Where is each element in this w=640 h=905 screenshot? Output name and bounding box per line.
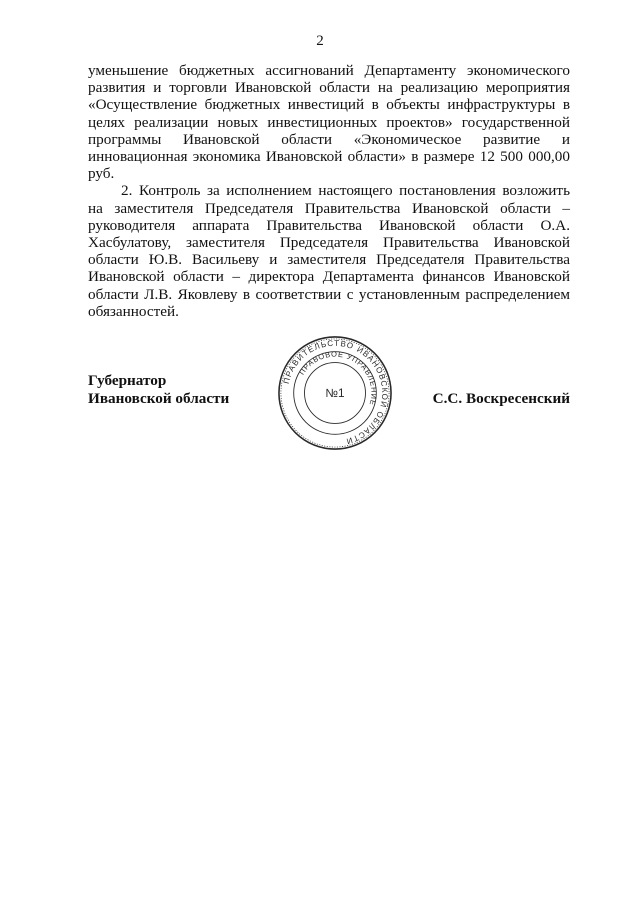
seal-outer-text: ПРАВИТЕЛЬСТВО ИВАНОВСКОЙ ОБЛАСТИ bbox=[281, 338, 390, 446]
paragraph-control-clause: 2. Контроль за исполнением настоящего постановления возложить на заместителя Председателя Правительства Ивановской области – руководителя аппарата Правительства Ивановской области О.А. Хасбулатову, заместителя Председателя Правительства Ивановской области Ю.В. Васильеву и заместителя Председателя Правительства Ивановской области – директора Департамента финансов Ивановской области Л.В. Яковлеву в соответствии с установленным распределением обязанностей. bbox=[88, 182, 570, 320]
signatory-position bbox=[88, 372, 229, 408]
signatory-position-line-1: Губернатор bbox=[88, 372, 167, 389]
signatory-name: С.С. Воскресенский bbox=[432, 390, 570, 407]
seal-inner-text: ПРАВОВОЕ УПРАВЛЕНИЕ bbox=[297, 349, 379, 407]
page-number: 2 bbox=[316, 33, 324, 49]
official-seal bbox=[276, 334, 394, 452]
signatory-position-line-2: Ивановской области bbox=[88, 390, 230, 407]
seal-number: №1 bbox=[325, 385, 345, 400]
document-body bbox=[88, 62, 570, 320]
paragraph-budget-reduction: уменьшение бюджетных ассигнований Департаменту экономического развития и торговли Ивановской области на реализацию мероприятия «Осуществление бюджетных инвестиций в объекты инфраструктуры в целях реализации новых инвестиционных проектов» государственной программы Ивановской области «Экономическое развитие и инновационная экономика Ивановской области» в размере 12 500 000,00 руб. bbox=[88, 62, 570, 183]
